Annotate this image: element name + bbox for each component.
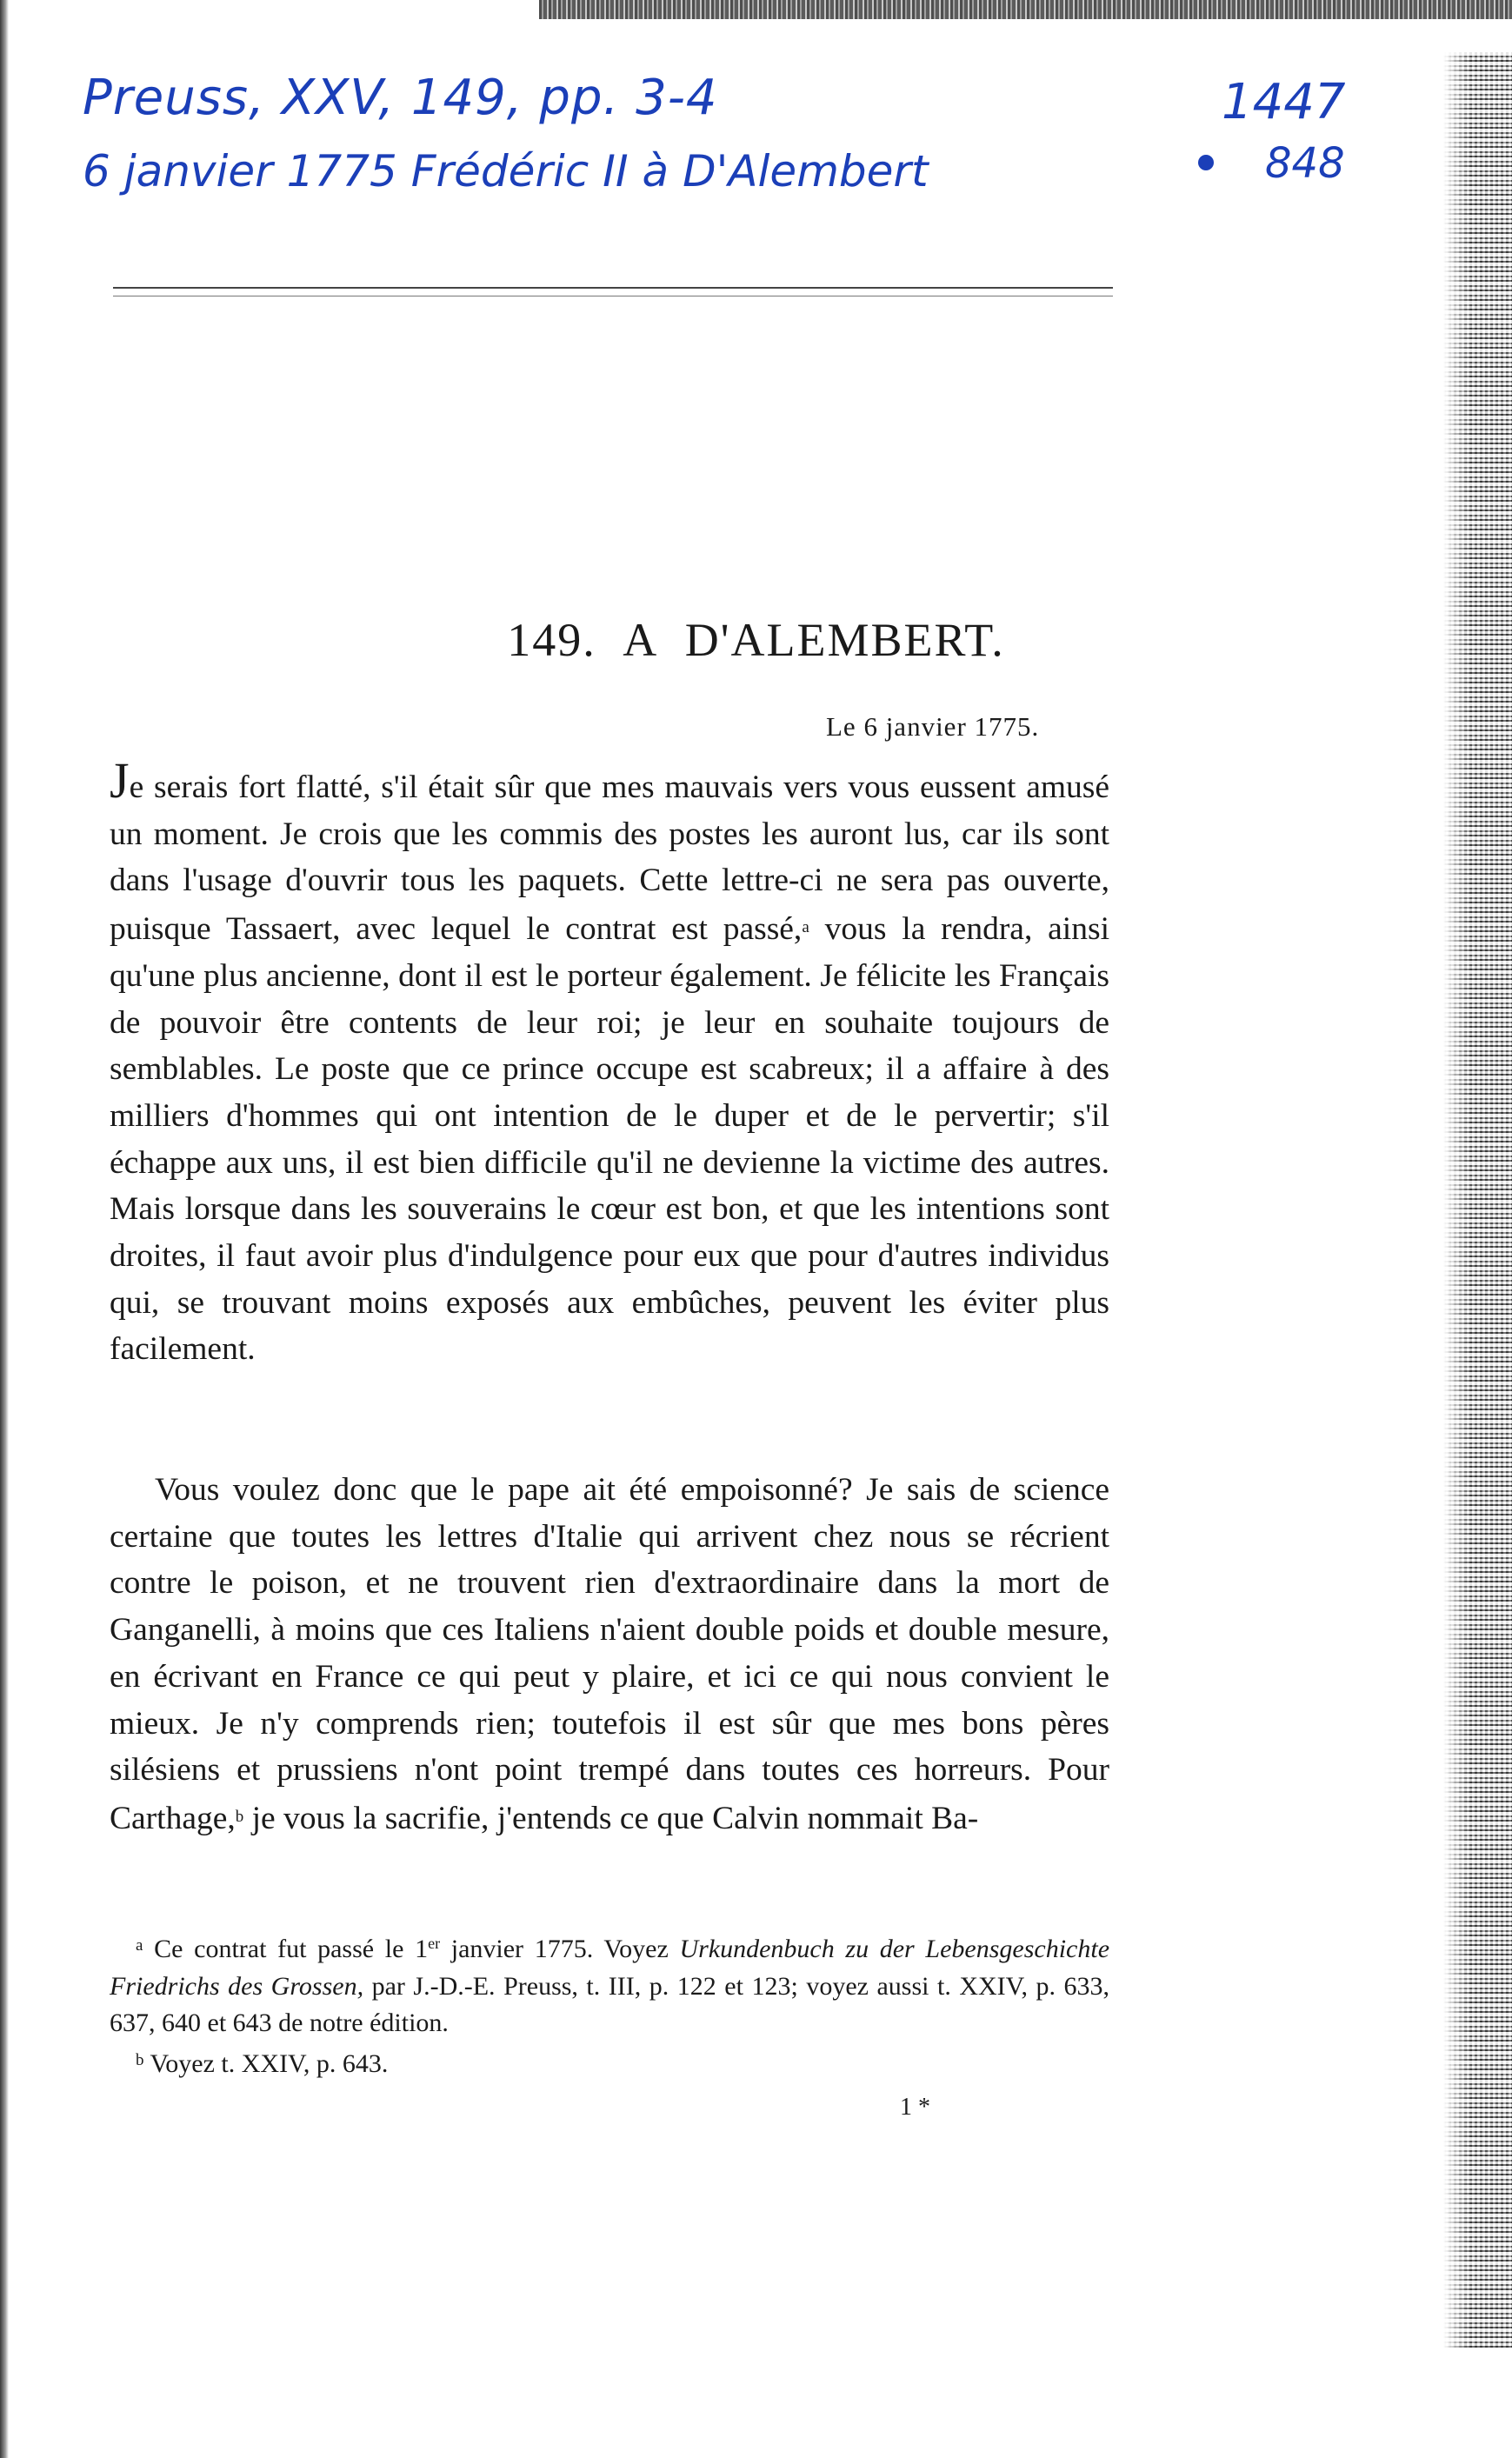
footnotes xyxy=(110,1925,1109,2082)
footnote-a-text-1: Ce contrat fut passé le 1 xyxy=(154,1935,429,1963)
letter-dateline: Le 6 janvier 1775. xyxy=(826,711,1040,742)
handwritten-reference: Preuss, XXV, 149, pp. 3-4 xyxy=(83,70,718,126)
footnote-a xyxy=(110,1925,1109,2042)
header-rule xyxy=(113,287,1113,289)
signature-mark: 1 * xyxy=(900,2094,930,2121)
paragraph-2-text-b: je vous la sacrifie, j'entends ce que Calvin nommait Ba- xyxy=(243,1800,979,1836)
paragraph-1-text-b: vous la rendra, ainsi qu'une plus ancienne, dont il est le porteur également. Je félicite les Français de pouvoir être contents de leur roi; je leur en souhaite toujours de semblables. Le poste que ce prince occupe est scabreux; il a affaire à des milliers d'hommes qui ont intention de le duper et de le pervertir; s'il échappe aux uns, il est bien difficile qu'il ne devienne la victime des autres. Mais lorsque dans les souverains le cœur est bon, et que les intentions sont droites, il faut avoir plus d'indulgence pour eux que pour d'autres individus qui, se trouvant moins exposés aux embûches, peuvent les éviter plus facilement. xyxy=(110,911,1109,1368)
handwritten-date-note: 6 janvier 1775 Frédéric II à D'Alembert xyxy=(83,146,929,197)
paragraph-2-text-a: Vous voulez donc que le pape ait été empoisonné? Je sais de science certaine que toutes les lettres d'Italie qui arrivent chez nous se récrient contre le poison, et ne trouvent rien d'extraordinaire dans la mort de Ganganelli, à moins que ces Italiens n'aient double poids et double mesure, en écrivant en France ce qui peut y plaire, et ici ce qui nous convient le mieux. Je n'y comprends rien; toutefois il est sûr que mes bons pères silésiens et prussiens n'ont point trempé dans toutes ces horreurs. Pour Carthage, xyxy=(110,1472,1109,1836)
footnote-b-text: Voyez t. XXIV, p. 643. xyxy=(150,2048,389,2078)
scan-left-edge xyxy=(0,0,9,2458)
footnote-ref-a: a xyxy=(802,918,809,937)
footnote-a-text-3: par J.-D.-E. Preuss, t. III, p. 122 et 123; voyez aussi t. XXIV, p. 633, 637, 640 et 643 de notre édition. xyxy=(110,1971,1109,2037)
footnote-ref-b: b xyxy=(235,1807,244,1826)
paragraph-1-text-a: e serais fort flatté, s'il était sûr que mes mauvais vers vous eussent amusé un moment. Je crois que les commis des postes les auront lus, car ils sont dans l'usage d'ouvrir tous les paquets. Cette lettre-ci ne sera pas ouverte, puisque Tassaert, avec lequel le contrat est passé, xyxy=(110,769,1109,948)
footnote-b-mark: b xyxy=(136,2050,144,2069)
footnote-a-ordinal: er xyxy=(428,1935,441,1952)
scan-top-edge xyxy=(539,0,1512,19)
handwritten-number: 1447 xyxy=(1222,74,1346,130)
footnote-a-text-2: janvier 1775. Voyez xyxy=(440,1935,680,1963)
handwritten-dot xyxy=(1198,155,1214,170)
paragraph-1 xyxy=(110,752,1109,1373)
footnote-a-mark: a xyxy=(136,1936,143,1955)
handwritten-subnumber: 848 xyxy=(1265,139,1345,188)
letter-title: 149. A D'ALEMBERT. xyxy=(507,614,1005,666)
footnote-b xyxy=(110,2042,1109,2083)
paragraph-2 xyxy=(110,1467,1109,1842)
scan-right-edge xyxy=(1443,52,1512,2348)
drop-cap: J xyxy=(110,752,130,809)
footnote-a-book-title: Urkundenbuch zu der Lebensgeschichte Friedrichs des Grossen, xyxy=(110,1935,1110,2001)
